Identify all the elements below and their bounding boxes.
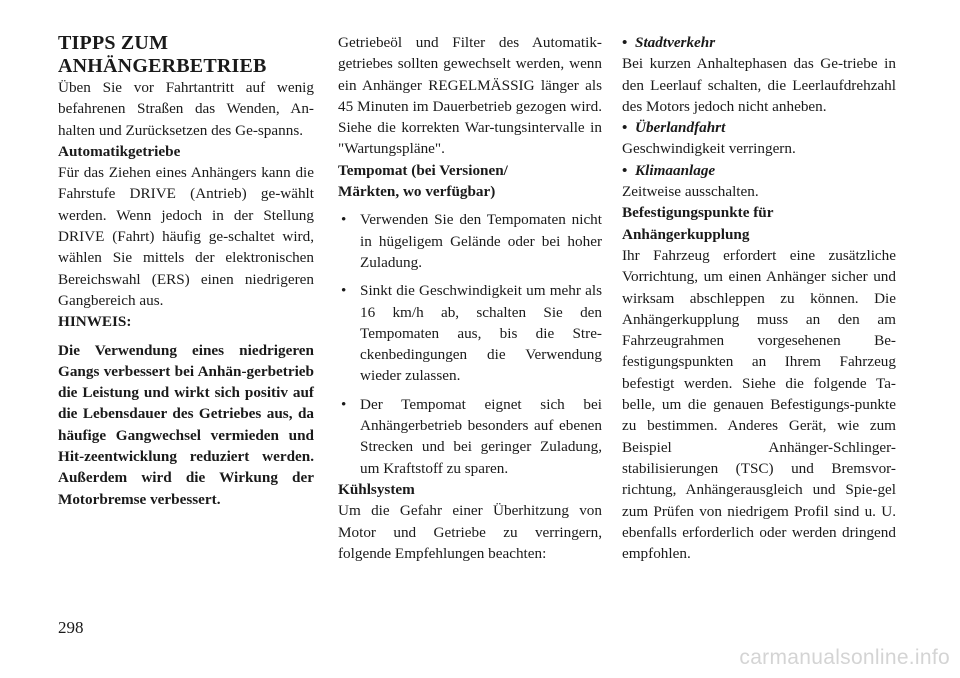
list-item: [338, 209, 602, 273]
list-item: [338, 280, 602, 386]
note-paragraph: Die Verwendung eines niedrigeren Gangs verbessert bei Anhän-gerbetrieb die Leistung und wirkt sich positiv auf die Lebensdauer des Getriebes aus, da häufige Gangwechsel vermieden und Hit-zeentwicklung reduziert werden. Außerdem wird die Wirkung der Motorbremse verbessert.: [58, 341, 314, 508]
city-traffic-paragraph: Bei kurzen Anhaltephasen das Ge-triebe in den Leerlauf schalten, die Leerlaufdrehzahl des Motors jedoch nicht anheben.: [622, 55, 896, 115]
column-right: [622, 32, 896, 564]
cruise-control-heading-line-2: Märkten, wo verfügbar): [338, 183, 496, 201]
transmission-oil-paragraph: Getriebeöl und Filter des Automatik-getriebes sollten gewechselt werden, wenn ein Anhänger REGELMÄSSIG länger als 45 Minuten im Dauerbetrieb gezogen wird. Siehe die korrekten War-tungsintervalle in "Wartungspläne".: [338, 34, 602, 158]
automatic-transmission-paragraph: Für das Ziehen eines Anhängers kann die Fahrstufe DRIVE (Antrieb) ge-wählt werden. Wenn jedoch in der Stellung DRIVE (Fahrt) häufig ge-schaltet wird, wählen Sie mittels der elektronischen Bereichswahl (ERS) einen niedrigeren Gangbereich aus.: [58, 164, 314, 309]
section-title: TIPPS ZUM ANHÄNGERBETRIEB: [58, 32, 267, 77]
automatic-transmission-heading: Automatikgetriebe: [58, 142, 181, 160]
bullet-icon: •: [622, 119, 628, 137]
cruise-control-heading-line-1: Tempomat (bei Versionen/: [338, 161, 508, 179]
bullet-icon: •: [622, 34, 628, 51]
list-item-text: Sinkt die Geschwindigkeit um mehr als 16 km/h ab, schalten Sie den Tempomaten aus, bis die Stre-ckenbedingungen die Verwendung wieder zulassen.: [360, 282, 602, 385]
bullet-icon: •: [341, 282, 347, 300]
page-number: 298: [58, 618, 84, 637]
note-heading: HINWEIS:: [58, 313, 132, 331]
hitch-mounting-heading-line-1: Befestigungspunkte für: [622, 204, 774, 222]
city-traffic-heading-text: Stadtverkehr: [635, 34, 716, 51]
air-conditioning-heading: [622, 160, 896, 181]
air-conditioning-heading-text: Klimaanlage: [635, 161, 716, 179]
list-item-text: Verwenden Sie den Tempomaten nicht in hügeligem Gelände oder bei hoher Zuladung.: [360, 211, 602, 271]
bullet-icon: •: [341, 395, 347, 413]
highway-heading-text: Überlandfahrt: [635, 119, 726, 137]
air-conditioning-paragraph: Zeitweise ausschalten.: [622, 183, 759, 201]
highway-paragraph: Geschwindigkeit verringern.: [622, 140, 796, 158]
bullet-icon: •: [341, 211, 347, 229]
bullet-icon: •: [622, 161, 628, 179]
cooling-system-paragraph: Um die Gefahr einer Überhitzung von Motor und Getriebe zu verringern, folgende Empfehlungen beachten:: [338, 502, 602, 562]
list-item-text: Der Tempomat eignet sich bei Anhängerbetrieb besonders auf ebenen Strecken und bei geringer Zuladung, um Kraftstoff zu sparen.: [360, 395, 602, 477]
hitch-mounting-heading: [622, 202, 896, 245]
list-item: [338, 394, 602, 479]
hitch-mounting-heading-line-2: Anhängerkupplung: [622, 225, 750, 243]
cruise-control-heading: [338, 160, 602, 203]
cruise-control-list: [338, 209, 602, 479]
city-traffic-heading: [622, 32, 896, 53]
highway-heading: [622, 117, 896, 138]
watermark: carmanualsonline.info: [739, 646, 950, 669]
cooling-system-heading: Kühlsystem: [338, 480, 415, 498]
column-middle: [338, 32, 602, 564]
hitch-mounting-paragraph: Ihr Fahrzeug erfordert eine zusätzliche Vorrichtung, um einen Anhänger sicher und wirksam abschleppen zu können. Die Anhängerkupplung muss an den am Fahrzeugrahmen vorgesehenen Be-festigungspunkten an Ihrem Fahrzeug befestigt werden. Siehe die folgende Ta-belle, um die genauen Befestigungs-punkte zu bestimmen. Anderes Gerät, wie zum Beispiel Anhänger-Schlinger-stabilisierungen (TSC) und Bremsvor-richtung, Anhängerausgleich und Spie-gel zum Prüfen von niedrigem Profil sind u. U. ebenfalls erforderlich oder werden dringend empfohlen.: [622, 246, 896, 563]
column-left: [58, 32, 314, 510]
intro-paragraph: Üben Sie vor Fahrtantritt auf wenig befahrenen Straßen das Wenden, An-halten und Zurücksetzen des Ge-spanns.: [58, 79, 314, 139]
